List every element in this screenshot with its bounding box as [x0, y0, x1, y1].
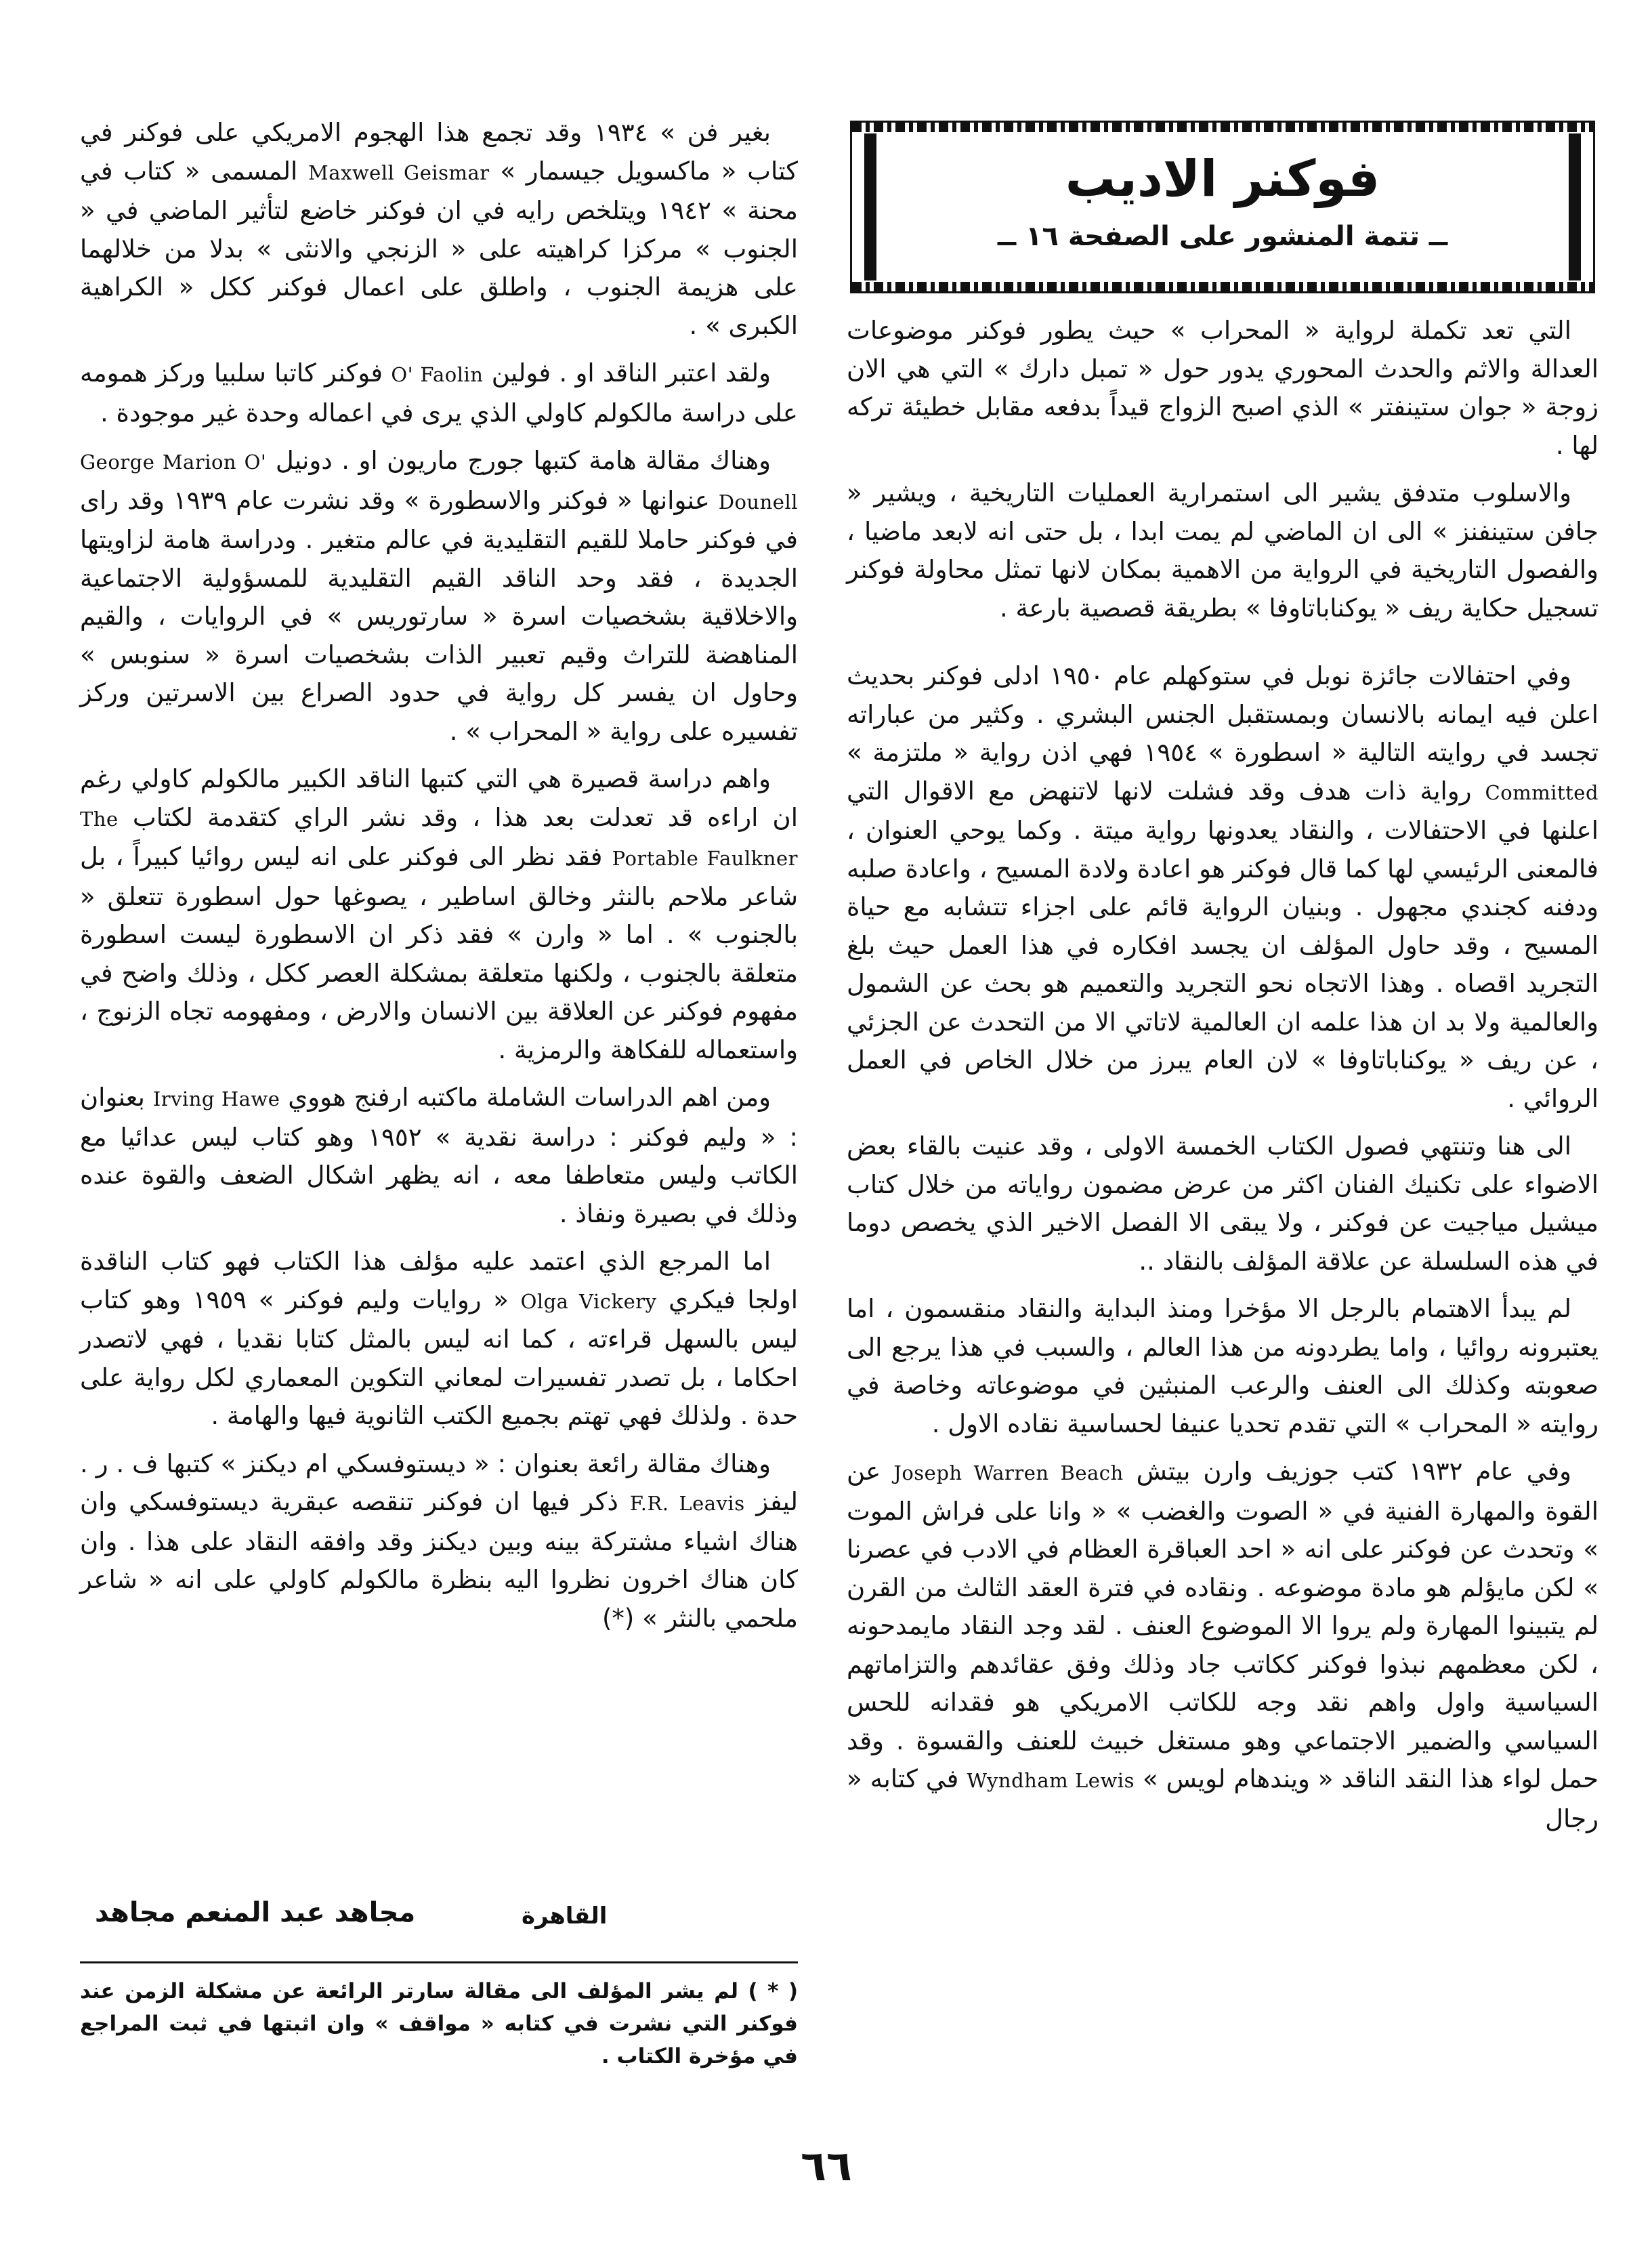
paragraph-text: وهناك مقالة رائعة بعنوان : « ديستوفسكي ام ديكنز » كتبها ف . ر . ليفز [80, 1449, 798, 1516]
english-name: Maxwell Geismar [308, 161, 490, 184]
paragraph-text: فوكنر كاتبا سلبيا وركز همومه على دراسة مالكولم كاولي الذي يرى في اعماله وحدة غير موجودة . [80, 358, 798, 428]
english-name: Wyndham Lewis [967, 1769, 1135, 1792]
paragraph: الى هنا وتنتهي فصول الكتاب الخمسة الاولى ، وقد عنيت بالقاء بعض الاضواء على تكنيك الفنان اكثر من عرض مضمون رواياته من خلال كتاب ميشيل مياجيت عن فوكنر ، ولا يبقى الا الفصل الاخير الذي يخصص دوما في هذه السلسلة عن علاقة المؤلف بالنقاد .. [847, 1131, 1598, 1276]
paragraph [80, 1243, 798, 1436]
paragraph-text: فقد نظر الى فوكنر على انه ليس روائيا كبيراً ، بل شاعر ملاحم بالنثر وخالق اساطير ، يصوغها حول اسطورة تتعلق « بالجنوب » . اما « وارن » فقد ذكر ان الاسطورة ليست اسطورة متعلقة بالجنوب ، ولكنها متعلقة بمشكلة العصر ككل ، وذلك واضح في مفهوم فوكنر عن العلاقة بين الانسان والارض ، ومفهومه تجاه الزنوج ، واستعماله للفكاهة والرمزية . [80, 842, 798, 1064]
paragraph [80, 760, 798, 1069]
paragraph [80, 1079, 798, 1233]
paragraph-text: رواية ذات هدف وقد فشلت لانها لاتنهض مع الاقوال التي اعلنها في الاحتفالات ، والنقاد يعدونها رواية ميتة . وكما يوحي العنوان ، فالمعنى الرئيسي لها كما قال فوكنر هو اعادة ولادة المسيح ، واعادة صلبه ودفنه كجندي مجهول . وبنيان الرواية قائم على اجزاء تتشابه مع حياة المسيح ، وقد حاول المؤلف ان يجسد افكاره في هذا العمل حيث بلغ التجريد اقصاه . وهذا الاتجاه نحو التجريد والتعميم هو بحث عن الشمول والعالمية ولا بد ان هذا علمه ان العالمية لاتاتي الا من التحدث عن الجزئي ، عن ريف « يوكناباتاوفا » لان العام يبرز من خلال الخاص في العمل الروائي . [847, 776, 1598, 1113]
paragraph-text: في كتابه « رجال [847, 1764, 1598, 1833]
paragraph: التي تعد تكملة لرواية « المحراب » حيث يطور فوكنر موضوعات العدالة والاثم والحدث المحوري يدور حول « تمبل دارك » التي هي الان زوجة « جوان ستينفتر » الذي اصبح الزواج قيداً بدفعه مقابل خطيئة تركه لها . [847, 316, 1598, 460]
paragraph [80, 354, 798, 432]
right-column [847, 312, 1598, 1848]
footnote-divider [80, 1961, 798, 1963]
paragraph-text: واهم دراسة قصيرة هي التي كتبها الناقد الكبير مالكولم كاولي رغم ان اراءه قد تعدلت بعد هذا ، وقد نشر الراي كتقدمة لكتاب [80, 764, 798, 832]
english-title: The Portable Faulkner [80, 807, 798, 870]
paragraph-text: المسمى « كتاب في محنة » ١٩٤٢ ويتلخص رايه في ان فوكنر خاضع لتأثير الماضي في « الجنوب » مركزا كراهيته على « الزنجي والانثى » بدلا من خلالهما على هزيمة الجنوب ، واطلق على اعمال فوكنر ككل « الكراهية الكبرى » . [80, 156, 798, 340]
paragraph [847, 657, 1598, 1118]
paragraph-text: ومن اهم الدراسات الشاملة ماكتبه ارفنج هووي [288, 1083, 771, 1112]
paragraph-text: عن القوة والمهارة الفنية في « الصوت والغضب » « وانا على فراش الموت » وتحدث عن فوكنر على انه « احد العباقرة العظام في الادب في عصرنا » لكن مايؤلم هو مادة موضوعه . ونقاده في فترة العقد الثالث من القرن لم يتبينوا المهارة ولم يروا الا الموضوع العنف . لقد وجد النقاد مايمدحونه ، لكن معظمهم نبذوا فوكنر ككاتب جاد وذلك وفق عقائدهم والتزاماتهم السياسية واول واهم نقد وجه للكاتب الامريكي هو فقدانه للحس السياسي والضمير الاجتماعي وهو مستغل خبيث للعنف والقسوة . وقد حمل لواء هذا النقد الناقد « ويندهام لويس » [847, 1457, 1599, 1793]
title-frame-ornament-bottom [852, 282, 1593, 291]
english-name: George Marion O' Dounell [80, 451, 798, 514]
title-frame [850, 121, 1595, 293]
paragraph [80, 442, 798, 751]
english-name: O' Faolin [391, 363, 484, 386]
paragraph-text: بغير فن » ١٩٣٤ وقد تجمع هذا الهجوم الامريكي على فوكنر في كتاب « ماكسويل جيسمار » [80, 118, 799, 186]
paragraph-text: وفي عام ١٩٣٢ كتب جوزيف وارن بيتش [1136, 1457, 1572, 1486]
paragraph-text: وهناك مقالة هامة كتبها جورج ماريون او . دونيل [275, 446, 771, 475]
paragraph-text: ولقد اعتبر الناقد او . فولين [491, 358, 771, 388]
left-column [80, 114, 798, 1647]
footnote: ( * ) لم يشر المؤلف الى مقالة سارتر الرائعة عن مشكلة الزمن عند فوكنر التي نشرت في كتابه « مواقف » وان اثبتها في ثبت المراجع في مؤخرة الكتاب . [80, 1979, 798, 2068]
english-name: Irving Hawe [152, 1087, 280, 1110]
english-term: Committed [1485, 780, 1599, 804]
byline-author: مجاهد عبد المنعم مجاهد [95, 1897, 416, 1928]
english-name: Olga Vickery [520, 1289, 657, 1313]
paragraph-text: « روايات وليم فوكنر » ١٩٥٩ وهو كتاب ليس بالسهل قراءته ، كما انه ليس بالمثل كتابا نقديا ، فهي لاتصدر احكاما ، بل تصدر تفسيرات لمعاني التكوين المعماري لكل رواية على حدة . ولذلك فهي تهتم بجميع الكتب الثانوية فيها والهامة . [80, 1285, 798, 1430]
paragraph [847, 1453, 1598, 1838]
english-name: F.R. Leavis [629, 1492, 745, 1515]
byline-place: القاهرة [522, 1902, 608, 1930]
paragraph-text: بعنوان : « وليم فوكنر : دراسة نقدية » ١٩٥٢ وهو كتاب ليس عدائيا مع الكاتب وليس متعاطفا معه ، انه يظهر اشكال الضعف والقوة عنده وذلك في بصيرة ونفاذ . [80, 1083, 798, 1228]
paragraph: لم يبدأ الاهتمام بالرجل الا مؤخرا ومنذ البداية والنقاد منقسمون ، اما يعتبرونه روائيا ، واما يطردونه من هذا العالم ، والسبب في هذا يرجع الى صعوبته وكذلك الى العنف والرعب المنبثين في موضوعاته وخاصة في روايته « المحراب » التي تقدم تحديا عنيفا لحساسية نقاده الاول . [847, 1294, 1598, 1438]
article-title: فوكنر الاديب [1065, 150, 1380, 208]
english-name: Joseph Warren Beach [893, 1461, 1124, 1484]
paragraph-text: ذكر فيها ان فوكنر تنقصه عبقرية ديستوفسكي وان هناك اشياء مشتركة بينه وبين ديكنز وقد وافقه النقاد على هذا . وان كان هناك اخرون نظروا اليه بنظرة مالكولم كاولي على انه « شاعر ملحمي بالنثر » (*) [80, 1487, 798, 1633]
paragraph-text: اما المرجع الذي اعتمد عليه مؤلف هذا الكتاب فهو كتاب الناقدة اولجا فيكري [80, 1247, 798, 1314]
page-number: ٦٦ [801, 2141, 852, 2190]
article-continuation-note: ــ تتمة المنشور على الصفحة ١٦ ــ [997, 221, 1448, 252]
paragraph [80, 1445, 798, 1638]
paragraph-text: عنوانها « فوكنر والاسطورة » وقد نشرت عام ١٩٣٩ وقد راى في فوكنر حاملا للقيم التقليدية في عالم متغير . ودراسة هامة لزاويتها الجديدة ، فقد وحد الناقد القيم التقليدية للمسؤولية الاجتماعية والاخلاقية بشخصيات اسرة « سارتوريس » في الروايات ، والقيم المناهضة للتراث وقيم تعبير الذات بشخصيات اسرة « سنوبس » وحاول ان يفسر كل رواية في حدود الصراع بين الاسرتين وركز تفسيره على رواية « المحراب » . [80, 485, 798, 746]
paragraph [80, 114, 798, 345]
paragraph-text: وفي احتفالات جائزة نوبل في ستوكهلم عام ١٩٥٠ ادلى فوكنر بحديث اعلن فيه ايمانه بالانسان وبمستقبل الجنس البشري . وكثير من عباراته تجسد في روايته التالية « اسطورة » ١٩٥٤ فهي اذن رواية « ملتزمة » [847, 661, 1598, 767]
paragraph: والاسلوب متدفق يشير الى استمرارية العمليات التاريخية ، ويشير « جافن ستينفنز » الى ان الماضي لم يمت ابدا ، بل حتى انه لابعد ماضيا ، والفصول التاريخية في الرواية من الاهمية بمكان لانها تمثل محاولة فوكنر تسجيل حكاية ريف « يوكناباتاوفا » بطريقة قصصية بارعة . [847, 478, 1598, 623]
title-frame-ornament-top [852, 123, 1593, 132]
